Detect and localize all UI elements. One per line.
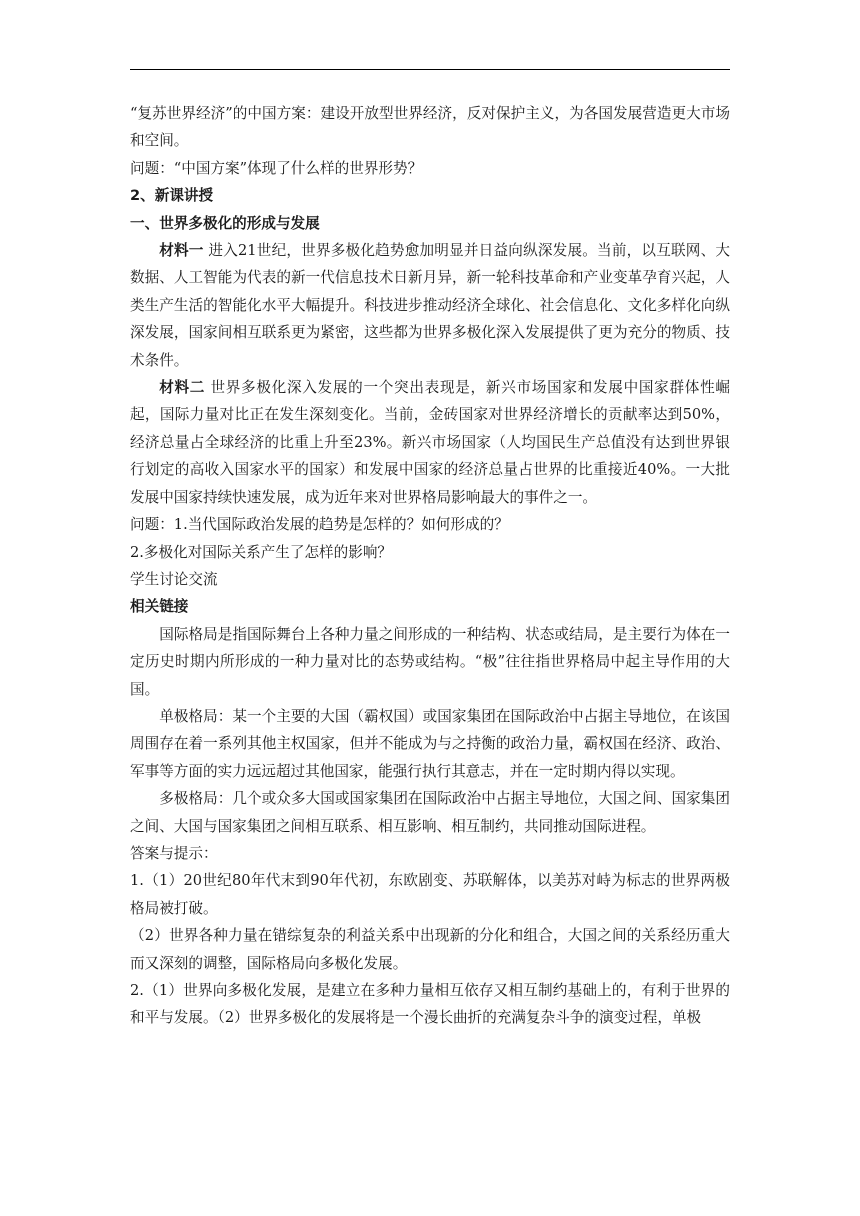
intro-question: 问题：“中国方案”体现了什么样的世界形势？ [130, 159, 423, 177]
answer-one-part-one: 1.（1）20世纪80年代末到90年代初，东欧剧变、苏联解体，以美苏对峙为标志的世界两极格局被打破。 [130, 872, 730, 917]
related-links-heading: 相关链接 [130, 598, 189, 616]
material-one [130, 237, 730, 374]
material-two-label: 材料二 [159, 379, 206, 397]
answer-one-part-two: （2）世界各种力量在错综复杂的利益关系中出现新的分化和组合，大国之间的关系经历重大而又深刻的调整，国际格局向多极化发展。 [130, 927, 730, 972]
question-one: 问题：1.当代国际政治发展的趋势是怎样的？如何形成的？ [130, 516, 509, 534]
related-link-unipolar: 单极格局：某一个主要的大国（霸权国）或国家集团在国际政治中占据主导地位，在该国周围存在着一系列其他主权国家，但并不能成为与之持衡的政治力量，霸权国在经济、政治、军事等方面的实力远远超过其他国家，能强行执行其意志，并在一定时期内得以实现。 [130, 707, 730, 780]
intro-paragraph: “复苏世界经济”的中国方案：建设开放型世界经济，反对保护主义，为各国发展营造更大市场和空间。 [130, 105, 730, 150]
related-link-international-pattern: 国际格局是指国际舞台上各种力量之间形成的一种结构、状态或结局，是主要行为体在一定历史时期内所形成的一种力量对比的态势或结构。“极”往往指世界格局中起主导作用的大国。 [130, 625, 730, 698]
answer-heading: 答案与提示： [130, 844, 218, 862]
question-two: 2.多极化对国际关系产生了怎样的影响？ [130, 543, 393, 561]
answer-two: 2.（1）世界向多极化发展，是建立在多种力量相互依存又相互制约基础上的，有利于世界的和平与发展。（2）世界多极化的发展将是一个漫长曲折的充满复杂斗争的演变过程，单极 [130, 982, 730, 1027]
section-heading-multipolarity: 一、世界多极化的形成与发展 [130, 214, 320, 232]
material-two [130, 374, 730, 511]
related-link-multipolar: 多极格局：几个或众多大国或国家集团在国际政治中占据主导地位，大国之间、国家集团之间、大国与国家集团之间相互联系、相互影响、相互制约，共同推动国际进程。 [130, 790, 730, 835]
material-one-label: 材料一 [159, 242, 204, 260]
section-heading-new-lesson: 2、新课讲授 [130, 187, 214, 205]
material-two-text: 世界多极化深入发展的一个突出表现是，新兴市场国家和发展中国家群体性崛起，国际力量对比正在发生深刻变化。当前，金砖国家对世界经济增长的贡献率达到50%，经济总量占全球经济的比重上升至23%。新兴市场国家（人均国民生产总值没有达到世界银行划定的高收入国家水平的国家）和发展中国家的经济总量占世界的比重接近40%。一大批发展中国家持续快速发展，成为近年来对世界格局影响最大的事件之一。 [130, 379, 730, 506]
header-rule [130, 69, 730, 70]
material-one-text: 进入21世纪，世界多极化趋势愈加明显并日益向纵深发展。当前，以互联网、大数据、人工智能为代表的新一代信息技术日新月异，新一轮科技革命和产业变革孕育兴起，人类生产生活的智能化水平大幅提升。科技进步推动经济全球化、社会信息化、文化多样化向纵深发展，国家间相互联系更为紧密，这些都为世界多极化深入发展提供了更为充分的物质、技术条件。 [130, 242, 730, 369]
document-body [130, 100, 730, 1032]
student-discussion: 学生讨论交流 [130, 570, 218, 588]
